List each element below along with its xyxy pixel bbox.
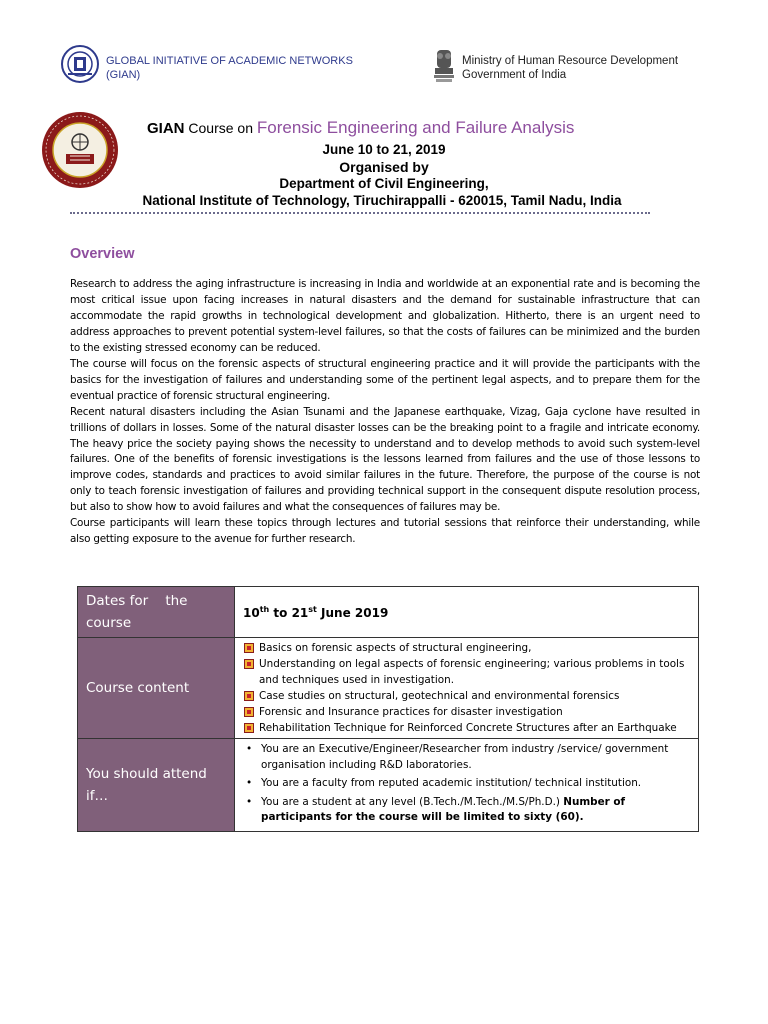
dates-start-num: 10 [243,605,260,620]
list-item-text: Case studies on structural, geotechnical and environmental forensics [259,690,620,702]
attend-value [235,739,699,832]
checkbox-bullet-icon [244,691,254,701]
overview-body [70,277,700,548]
attend-list [243,742,690,826]
list-item-text: Forensic and Insurance practices for disaster investigation [259,706,563,718]
list-item [243,640,690,656]
mhrd-name-line2: Government of India [462,69,567,81]
gian-logo-icon [60,44,100,84]
dotted-divider [70,212,650,214]
dates-start-sup: th [259,604,270,614]
list-item [243,776,690,792]
mhrd-name-line1: Ministry of Human Resource Development [462,55,679,67]
course-title-line [147,118,574,138]
overview-paragraph: Recent natural disasters including the Asian Tsunami and the Japanese earthquake, Vizag, Gaja cyclone have resulted in trillions of dollars in losses. Some of the natural disaster losses can be the breaking point to a fragile and intricate economy. The heavy price the society paying shows the necessity to understand and to develop methods to avoid such system-level failures. One of the benefits of forensic investigations is the lessons learned from failures and the use of those lessons to improve codes, standards and practices to avoid similar failures in the future. Therefore, the purpose of the course is not only to teach forensic investigation of failures and providing technical support in the consequent dispute resolution process, but also to show how to avoid failures and what the consequences of failures may be. [70,405,700,514]
dates-end-num: 21 [291,605,309,620]
course-title: Forensic Engineering and Failure Analysis [256,118,575,137]
checkbox-bullet-icon [244,659,254,669]
list-item-text: Understanding on legal aspects of forensic engineering; various problems in tools and techniques used in investigation. [259,658,685,686]
list-item [243,720,690,736]
overview-paragraph: Course participants will learn these topics through lectures and tutorial sessions that reinforce their understanding, while also getting exposure to the avenue for further research. [70,517,700,546]
course-prefix-gian: GIAN [147,120,185,137]
list-item [243,795,690,826]
participant-limit: Number of participants for the course will be limited to sixty (60). [261,795,626,823]
course-info-table [77,586,699,832]
list-item-text: You are a faculty from reputed academic institution/ technical institution. [261,777,642,789]
list-item [243,704,690,720]
institute-address: National Institute of Technology, Tiruchirappalli - 620015, Tamil Nadu, India [142,193,622,208]
list-item-text: You are an Executive/Engineer/Researcher from industry /service/ government organisation including R&D laboratories. [261,743,669,771]
gian-name [106,54,353,82]
course-prefix-on: Course on [184,120,257,136]
mhrd-name [462,54,678,82]
department: Department of Civil Engineering, [279,176,489,191]
course-dates: June 10 to 21, 2019 [322,142,446,157]
dates-value [235,587,699,638]
dates-to: to [269,605,292,620]
table-row-attend [78,739,699,832]
dates-end-sup: st [308,604,317,614]
gian-name-line1: GLOBAL INITIATIVE OF ACADEMIC NETWORKS [106,55,353,67]
attend-label: You should attend if… [78,739,235,832]
checkbox-bullet-icon [244,723,254,733]
list-item [243,742,690,773]
content-list [243,640,690,736]
list-item-text: You are a student at any level (B.Tech./M.Tech./M.S/Ph.D.) [261,795,564,808]
gian-name-line2: (GIAN) [106,69,141,81]
content-label: Course content [78,638,235,739]
organised-by: Organised by [339,159,429,175]
checkbox-bullet-icon [244,707,254,717]
content-value [235,638,699,739]
overview-paragraph: The course will focus on the forensic aspects of structural engineering practice and it will provide the participants with the basics for the investigation of failures and understanding some of the pertinent legal aspects, and to prepare them for the eventual practice of forensic structural engineering. [70,357,700,402]
table-row-content [78,638,699,739]
list-item [243,688,690,704]
overview-paragraph: Research to address the aging infrastructure is increasing in India and worldwide at an exponential rate and is becoming the most critical issue upon facing increases in natural disasters and the demand for sustainable infrastructure that can accommodate the rapid growths in technological development and globalization. Hitherto, there is an urgent need to address approaches to prevent potential system-level failures, so that the costs of failures can be minimized and the burden to the existing stressed economy can be reduced. [70,278,700,354]
dates-end-text: June 2019 [316,605,389,620]
list-item [243,656,690,688]
dates-label: Dates for the course [78,587,235,638]
list-item-text: Rehabilitation Technique for Reinforced Concrete Structures after an Earthquake [259,722,677,734]
list-item-text: Basics on forensic aspects of structural engineering, [259,642,532,654]
overview-heading: Overview [70,246,135,262]
national-emblem-icon [432,48,456,84]
table-row-dates [78,587,699,638]
checkbox-bullet-icon [244,643,254,653]
